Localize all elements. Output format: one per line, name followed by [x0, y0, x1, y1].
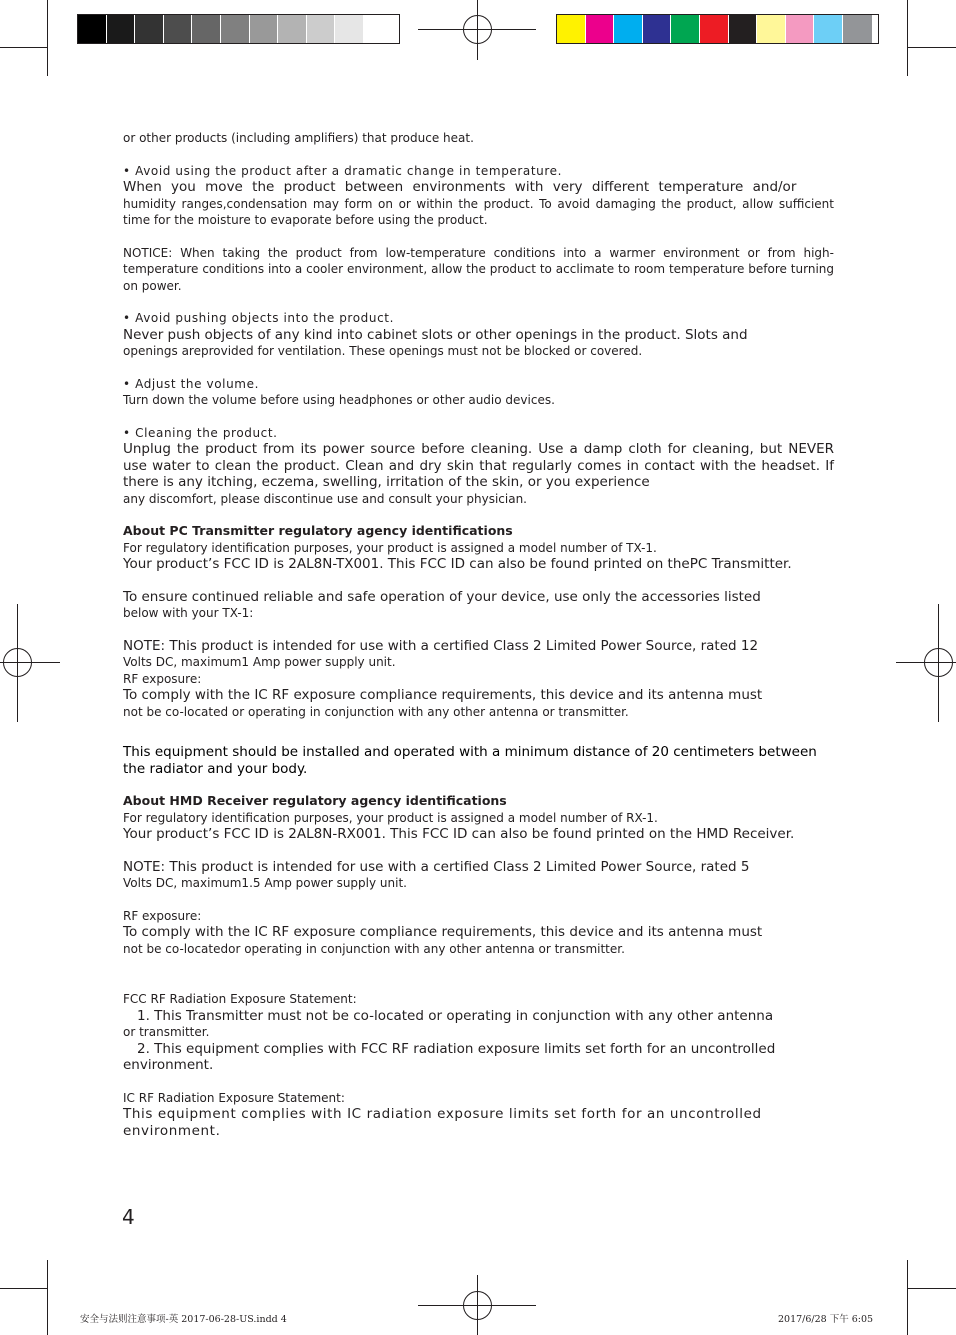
- pc-transmitter-note: Volts DC, maximum1 Amp power supply unit.: [123, 655, 396, 669]
- color-swatch: [164, 15, 193, 43]
- hmd-receiver-heading: About HMD Receiver regulatory agency identifications: [123, 793, 507, 808]
- fcc-statement-item: or transmitter.: [123, 1025, 210, 1039]
- crop-mark: [907, 0, 908, 76]
- crop-mark: [47, 0, 48, 76]
- color-swatch: [643, 15, 672, 43]
- cleaning-text: Unplug the product from its power source before cleaning. Use a damp cloth for cleaning, but NEVER use water to clean the product. Clean and dry skin that regularly comes in contact with the headset. If there is any itching, eczema, swelling, irritation of the skin, or you experience: [123, 441, 834, 490]
- pc-transmitter-accessories: To ensure continued reliable and safe operation of your device, use only the accessories listed: [123, 588, 761, 605]
- hmd-receiver-rf-text: To comply with the IC RF exposure compliance requirements, this device and its antenna must: [123, 924, 763, 940]
- color-swatch: [135, 15, 164, 43]
- hmd-receiver-rf-label: RF exposure:: [123, 908, 202, 923]
- cleaning-text: any discomfort, please discontinue use and consult your physician.: [123, 491, 527, 506]
- registration-circle: [463, 1291, 492, 1320]
- grayscale-swatch-bar: [77, 14, 400, 44]
- color-swatch: [557, 15, 586, 43]
- temperature-text: When you move the product between environments with very different temperature and/or: [123, 179, 797, 195]
- volume-text: Turn down the volume before using headphones or other audio devices.: [123, 393, 555, 407]
- temperature-heading: • Avoid using the product after a dramatic change in temperature.: [123, 163, 563, 178]
- color-swatch: [78, 15, 107, 43]
- pushing-text: openings areprovided for ventilation. These openings must not be blocked or covered.: [123, 344, 643, 358]
- color-swatch: [729, 15, 758, 43]
- pc-transmitter-accessories: below with your TX-1:: [123, 606, 254, 620]
- color-swatch: [614, 15, 643, 43]
- hmd-receiver-note: NOTE: This product is intended for use with a certified Class 2 Limited Power Source, rated 5: [123, 858, 750, 875]
- fcc-statement-item: 1. This Transmitter must not be co-located or operating in conjunction with any other antenna: [137, 1007, 774, 1024]
- color-swatch: [586, 15, 615, 43]
- page-number: 4: [122, 1205, 135, 1229]
- ic-statement-text: This equipment complies with IC radiation exposure limits set forth for an uncontrolled environment.: [123, 1106, 762, 1139]
- color-swatch: [221, 15, 250, 43]
- fcc-statement-item: 2. This equipment complies with FCC RF radiation exposure limits set forth for an uncontrolled environment.: [123, 1040, 776, 1073]
- color-swatch: [757, 15, 786, 43]
- crop-mark: [0, 47, 47, 48]
- crop-mark: [907, 1288, 956, 1289]
- ic-statement-heading: IC RF Radiation Exposure Statement:: [123, 1090, 345, 1105]
- pc-transmitter-fcc-id: Your product’s FCC ID is 2AL8N-TX001. This FCC ID can also be found printed on thePC Transmitter.: [123, 556, 792, 572]
- pc-transmitter-distance: This equipment should be installed and operated with a minimum distance of 20 centimeters between the radiator and your body.: [123, 744, 817, 777]
- registration-circle: [463, 15, 492, 44]
- pushing-heading: • Avoid pushing objects into the product.: [123, 311, 394, 325]
- crop-mark: [47, 1260, 48, 1335]
- color-swatch: [700, 15, 729, 43]
- color-swatch: [364, 15, 393, 43]
- hmd-receiver-note: Volts DC, maximum1.5 Amp power supply unit.: [123, 876, 407, 890]
- file-slug: 安全与法则注意事项-英 2017-06-28-US.indd 4: [80, 1314, 287, 1325]
- color-swatch: [786, 15, 815, 43]
- color-swatch: [307, 15, 336, 43]
- color-swatch: [335, 15, 364, 43]
- cleaning-heading: • Cleaning the product.: [123, 425, 278, 440]
- pc-transmitter-model: For regulatory identification purposes, your product is assigned a model number of TX-1.: [123, 540, 657, 555]
- registration-circle: [3, 648, 32, 677]
- pc-transmitter-rf-text: To comply with the IC RF exposure compliance requirements, this device and its antenna must: [123, 687, 763, 703]
- color-swatch: [814, 15, 843, 43]
- hmd-receiver-rf-text: not be co-locatedor operating in conjunction with any other antenna or transmitter.: [123, 941, 625, 956]
- notice-text: NOTICE: When taking the product from low-temperature conditions into a warmer environment or from high-temperature conditions into a cooler environment, allow the product to acclimate to room temperature before turning on power.: [123, 245, 834, 293]
- hmd-receiver-fcc-id: Your product’s FCC ID is 2AL8N-RX001. This FCC ID can also be found printed on the HMD Receiver.: [123, 826, 795, 842]
- crop-mark: [907, 47, 956, 48]
- registration-circle: [924, 648, 953, 677]
- fcc-statement-heading: FCC RF Radiation Exposure Statement:: [123, 992, 357, 1006]
- color-swatch-bar: [556, 14, 879, 44]
- pc-transmitter-rf-label: RF exposure:: [123, 671, 202, 686]
- temperature-text: humidity ranges,condensation may form on or within the product. To avoid damaging the product, allow sufficient time for the moisture to evaporate before using the product.: [123, 196, 834, 227]
- color-swatch: [250, 15, 279, 43]
- pushing-text: Never push objects of any kind into cabinet slots or other openings in the product. Slots and: [123, 326, 748, 343]
- hmd-receiver-model: For regulatory identification purposes, your product is assigned a model number of RX-1.: [123, 810, 658, 825]
- pc-transmitter-note: NOTE: This product is intended for use with a certified Class 2 Limited Power Source, rated 12: [123, 637, 759, 654]
- crop-mark: [0, 1288, 47, 1289]
- crop-mark: [907, 1260, 908, 1335]
- color-swatch: [107, 15, 136, 43]
- page-content: [123, 130, 834, 1139]
- pc-transmitter-heading: About PC Transmitter regulatory agency identifications: [123, 523, 513, 538]
- pc-transmitter-rf-text: not be co-located or operating in conjunction with any other antenna or transmitter.: [123, 704, 629, 719]
- color-swatch: [192, 15, 221, 43]
- intro-line: or other products (including amplifiers) that produce heat.: [123, 131, 474, 145]
- color-swatch: [278, 15, 307, 43]
- volume-heading: • Adjust the volume.: [123, 376, 259, 391]
- date-slug: 2017/6/28 下午 6:05: [778, 1314, 874, 1325]
- color-swatch: [671, 15, 700, 43]
- color-swatch: [843, 15, 872, 43]
